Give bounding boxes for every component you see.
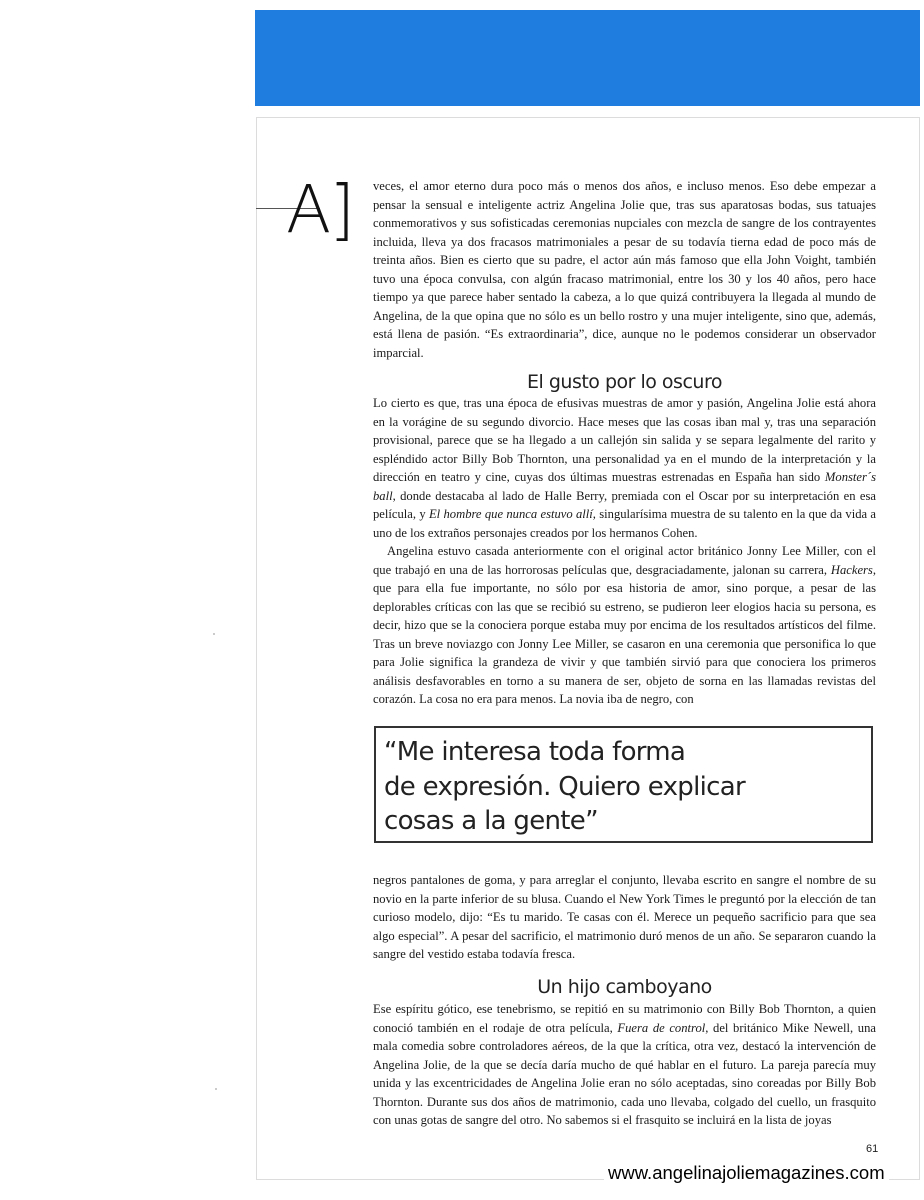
section1-paragraph-2: Angelina estuvo casada anteriormente con el original actor británico Jonny Lee Miller, con el que trabajó en una de las horrorosas películas que, desgraciadamente, jalonan su carrera, Hackers, que para ella fue importante, no sólo por esa historia de amor, sino porque, a pesar de las deplorables críticas con las que se recibió su estreno, se pudieron leer elogios hacia su persona, es decir, hizo que se la conociera porque estaba muy por encima de los resultados artísticos del filme. Tras un breve noviazgo con Jonny Lee Miller, se casaron en una ceremonia que personifica lo que para Jolie significa la grandeza de vivir y que también sirvió para que conociera los primeros análisis desfavorables en torno a su manera de ser, objeto de sorna en las llamadas revistas del corazón. La cosa no era para menos. La novia iba de negro, con bbox=[373, 544, 876, 706]
section-heading-2: Un hijo camboyano bbox=[537, 976, 712, 998]
dropcap-letter: A] bbox=[286, 171, 353, 248]
header-color-band bbox=[255, 10, 920, 106]
watermark-url: www.angelinajoliemagazines.com bbox=[604, 1162, 889, 1184]
section2-paragraph-1: Ese espíritu gótico, ese tenebrismo, se repitió en su matrimonio con Billy Bob Thornton, a quien conoció también en el rodaje de otra película, Fuera de control, del británico Mike Newell, una mala comedia sobre controladores aéreos, de la que la crítica, otra vez, destacó la intervención de Angelina Jolie, de la que se decía daría mucho de qué hablar en el futuro. La pareja parecía muy unida y las excentricidades de Angelina Jolie eran no sólo aceptadas, sino coreadas por Billy Bob Thornton. Durante sus dos años de matrimonio, cada uno llevaba, colgado del cuello, un frasquito con unas gotas de sangre del otro. No sabemos si el frasquito se incluirá en la lista de joyas bbox=[373, 1002, 876, 1127]
film-title: El hombre que nunca estuvo allí, bbox=[428, 507, 596, 521]
film-title: Monster´s ball bbox=[373, 470, 876, 503]
section1-paragraph-1: Lo cierto es que, tras una época de efusivas muestras de amor y pasión, Angelina Jolie está ahora en la vorágine de su segundo divorcio. Hace meses que las cosas iban mal y, tras una separación provisional, parece que se ha llegado a un callejón sin salida y se separa legalmente del rarito y espléndido actor Billy Bob Thornton, una personalidad ya en el mundo de la interpretación y la dirección en teatro y cine, cuyas dos últimas muestras estrenadas en España han sido Monster´s ball, donde destacaba al lado de Halle Berry, premiada con el Oscar por su interpretación en esa película, y El hombre que nunca estuvo allí, singularísima muestra de su talento en la que da vida a uno de los extraños personajes creados por los hermanos Cohen. bbox=[373, 396, 876, 540]
intro-column bbox=[373, 177, 876, 362]
continuation-column bbox=[373, 871, 876, 964]
pull-quote-box bbox=[374, 726, 873, 843]
film-title: Hackers bbox=[830, 562, 873, 577]
film-title: Fuera de control bbox=[617, 1020, 706, 1035]
scan-speck bbox=[213, 633, 215, 635]
continuation-paragraph: negros pantalones de goma, y para arreglar el conjunto, llevaba escrito en sangre el nombre de su novio en la parte inferior de su blusa. Cuando el New York Times le preguntó por la elección de tan curioso modelo, dijo: “Es tu marido. Te casas con él. Merece un pequeño sacrificio para que sea algo especial”. A pesar del sacrificio, el matrimonio duró menos de un año. Se separaron cuando la sangre del vestido estaba todavía fresca. bbox=[373, 873, 876, 961]
section1-column bbox=[373, 394, 876, 709]
scan-speck bbox=[215, 1088, 217, 1090]
page-number: 61 bbox=[866, 1143, 879, 1155]
pull-quote: “Me interesa toda forma de expresión. Quiero explicar cosas a la gente” bbox=[384, 737, 745, 836]
section-heading-1: El gusto por lo oscuro bbox=[527, 371, 722, 393]
intro-paragraph: veces, el amor eterno dura poco más o menos dos años, e incluso menos. Eso debe empezar a pensar la sensual e inteligente actriz Angelina Jolie que, tras sus aparatosas bodas, sus tatuajes conmemorativos y sus sofisticadas ceremonias nupciales con mezcla de sangre de los contrayentes incluida, lleva ya dos fracasos matrimoniales a pesar de su todavía tierna edad de poco más de treinta años. Bien es cierto que su padre, el actor aún más famoso que ella John Voight, también tuvo una época convulsa, con algún fracaso matrimonial, entre los 30 y los 40 años, pero hace tiempo ya que parece haber sentado la cabeza, a lo que quizá contribuyera la llegada al mundo de Angelina, de la que opina que no sólo es un bello rostro y una mujer inteligente, sino que, además, está llena de pasión. “Es extraordinaria”, dice, aunque no le podemos considerar un observador imparcial. bbox=[373, 179, 876, 360]
section2-column bbox=[373, 1000, 876, 1130]
